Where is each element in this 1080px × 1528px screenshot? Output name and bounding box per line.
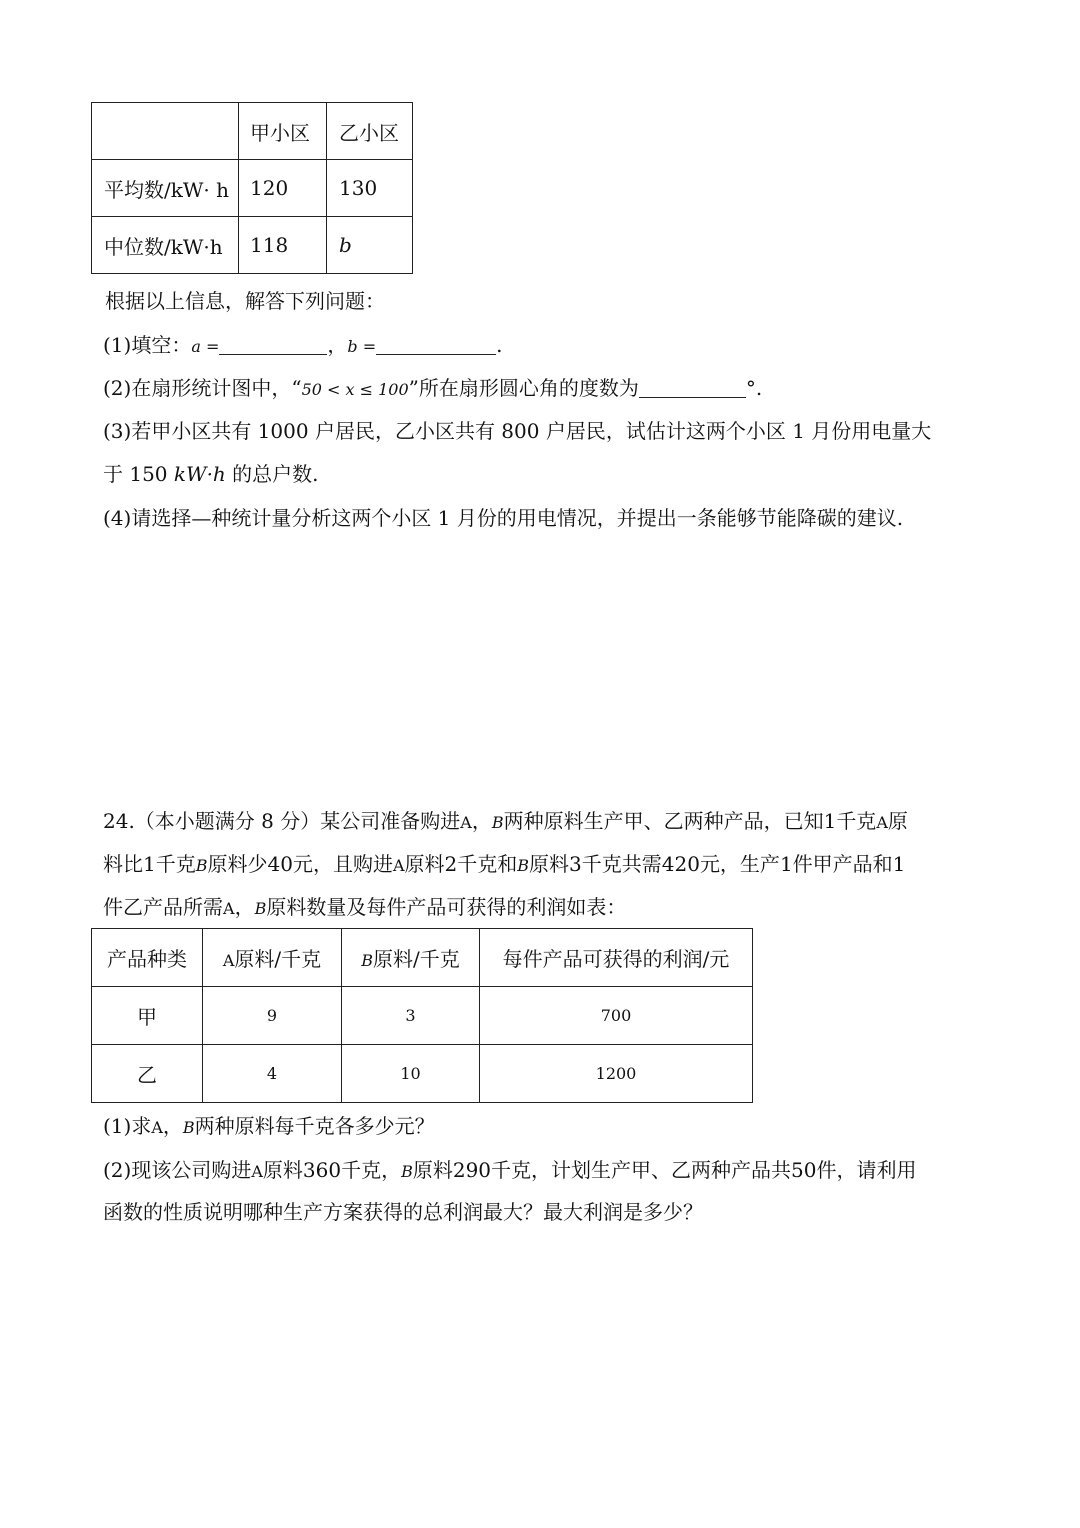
q23-part3-line1: (3)若甲小区共有 1000 户居民，乙小区共有 800 户居民，试估计这两个小区 1 月份用电量大	[103, 419, 932, 443]
q24-text: 件甲产品和	[792, 852, 893, 876]
num-50: 50	[791, 1158, 817, 1182]
row-label: 中位数/kW·h	[92, 217, 239, 274]
q24-part1	[103, 1112, 435, 1142]
answer-blank-b[interactable]	[376, 334, 496, 355]
q24-text: 千克共需	[581, 852, 662, 876]
q24-part2-line2: 函数的性质说明哪种生产方案获得的总利润最大？最大利润是多少？	[103, 1200, 703, 1224]
part2-mid: ”所在扇形圆心角的度数为	[408, 376, 639, 400]
table-cell: 9	[203, 987, 342, 1045]
table-cell: b	[327, 217, 413, 274]
var-A: A	[460, 813, 472, 832]
table-row	[92, 987, 753, 1045]
table-header-cell: 每件产品可获得的利润/元	[480, 929, 753, 987]
q24-text: (1)求	[103, 1114, 152, 1138]
table-row	[92, 1045, 753, 1103]
num-3: 3	[569, 852, 582, 876]
var-B: B	[254, 899, 267, 918]
table-cell: 3	[342, 987, 480, 1045]
q24-text: (2)现该公司购进	[103, 1158, 252, 1182]
q23-part1	[103, 331, 502, 361]
table-cell: 甲	[92, 987, 203, 1045]
q24-text: 两种原料每千克各多少元？	[194, 1114, 435, 1138]
q24-line2	[103, 850, 905, 880]
q23-intro: 根据以上信息，解答下列问题：	[105, 289, 385, 313]
part3-text-a: 于 150	[103, 462, 174, 486]
num-1: 1	[779, 852, 793, 876]
q24-text: 原料少	[207, 852, 268, 876]
table-cell: 10	[342, 1045, 480, 1103]
table-header-row	[92, 103, 413, 160]
q24-text: ，	[162, 1114, 183, 1138]
answer-blank-angle[interactable]	[639, 377, 746, 398]
num-290: 290	[452, 1158, 492, 1182]
table-header-cell: 甲小区	[239, 103, 327, 160]
q24-text: 千克	[836, 809, 877, 833]
inequality-formula: 50 < x ≤ 100	[301, 380, 409, 399]
separator: ，	[327, 333, 348, 357]
table-header-row	[92, 929, 753, 987]
var-B: B	[361, 951, 373, 970]
q24-text: 料比	[103, 852, 143, 876]
q24-text: 24.（本小题满分 8 分）某公司准备购进	[103, 809, 461, 833]
num-360: 360	[302, 1158, 342, 1182]
table-cell: 120	[239, 160, 327, 217]
q24-text: 原料	[262, 1158, 303, 1182]
q24-line3	[103, 893, 626, 923]
var-A: A	[222, 951, 235, 970]
q24-text: 原料数量及每件产品可获得的利润如表：	[266, 895, 627, 919]
electricity-stats-table	[91, 102, 413, 274]
q24-text: 件，请利用	[816, 1158, 917, 1182]
table-header-cell: 乙小区	[327, 103, 413, 160]
var-A: A	[392, 856, 405, 875]
answer-blank-a[interactable]	[219, 334, 327, 355]
table-row	[92, 217, 413, 274]
table-cell: 4	[203, 1045, 342, 1103]
num-2: 2	[444, 852, 458, 876]
q24-text: 元，生产	[699, 852, 780, 876]
num-1: 1	[892, 852, 906, 876]
var-B: B	[517, 856, 530, 875]
q24-text: 千克	[155, 852, 196, 876]
table-header-cell	[203, 929, 342, 987]
var-A: A	[876, 813, 888, 832]
q23-part2	[103, 374, 762, 404]
header-text: 原料/千克	[373, 947, 460, 971]
num-420: 420	[661, 852, 700, 876]
q24-text: 原料	[529, 852, 570, 876]
q24-text: ，	[471, 809, 492, 833]
q24-text: 两种原料生产甲、乙两种产品，已知	[503, 809, 824, 833]
part1-prefix: (1)填空：	[103, 333, 192, 357]
q24-text: 原料	[412, 1158, 453, 1182]
q24-text: 千克，计划生产甲、乙两种产品共	[491, 1158, 792, 1182]
table-cell: 700	[480, 987, 753, 1045]
q24-text: 件乙产品所需	[103, 895, 223, 919]
table-cell: 118	[239, 217, 327, 274]
table-corner-cell	[92, 103, 239, 160]
var-B: B	[491, 813, 504, 832]
part1-end: .	[496, 333, 503, 357]
part2-end: °.	[745, 376, 763, 400]
table-header-cell: 产品种类	[92, 929, 203, 987]
q23-part3-line2	[103, 460, 319, 488]
q24-part2-line1	[103, 1156, 917, 1186]
q24-text: 原料	[404, 852, 445, 876]
q24-text: 原	[887, 809, 908, 833]
var-B: B	[401, 1162, 413, 1181]
part2-prefix: (2)在扇形统计图中，“	[103, 376, 302, 400]
var-b-label: b =	[347, 337, 377, 356]
table-row	[92, 160, 413, 217]
var-B: B	[182, 1118, 195, 1137]
var-a-label: a =	[191, 337, 220, 356]
num-1: 1	[143, 852, 156, 876]
table-cell: 130	[327, 160, 413, 217]
header-text: 原料/千克	[234, 947, 322, 971]
q24-text: 千克和	[457, 852, 518, 876]
var-A: A	[251, 1162, 263, 1181]
part3-text-b: 的总户数.	[225, 462, 319, 486]
table-cell: 乙	[92, 1045, 203, 1103]
q24-text: ，	[234, 895, 255, 919]
q24-text: 元，且购进	[292, 852, 393, 876]
var-B: B	[195, 856, 208, 875]
q24-text: 千克，	[341, 1158, 402, 1182]
q23-part4: (4)请选择—种统计量分析这两个小区 1 月份的用电情况，并提出一条能够节能降碳的建议.	[103, 506, 904, 530]
var-A: A	[151, 1118, 163, 1137]
table-header-cell	[342, 929, 480, 987]
unit-kwh: kW·h	[173, 462, 226, 486]
row-label: 平均数/kW· h	[92, 160, 239, 217]
var-A: A	[223, 899, 235, 918]
q24-line1	[103, 807, 908, 837]
num-40: 40	[267, 852, 293, 876]
num-1: 1	[823, 809, 837, 833]
product-materials-table	[91, 928, 753, 1103]
table-cell: 1200	[480, 1045, 753, 1103]
